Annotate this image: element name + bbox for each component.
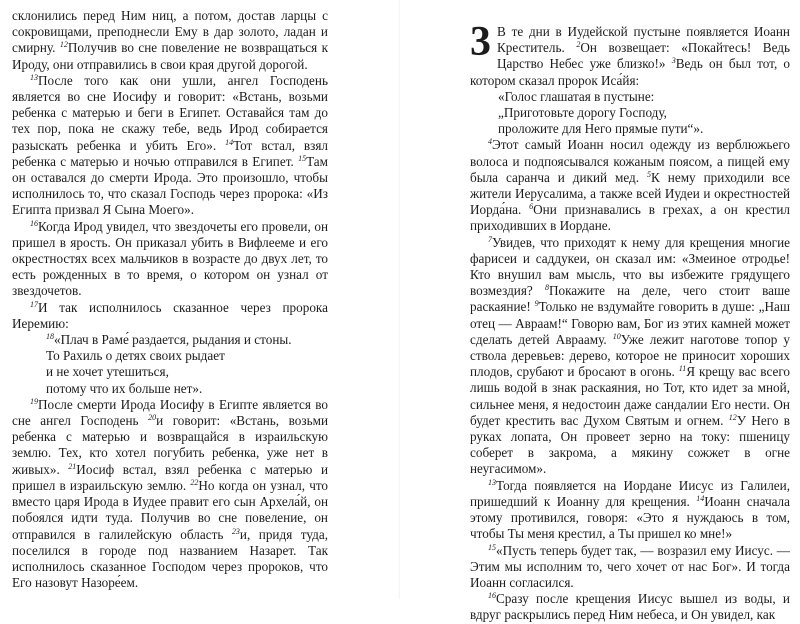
verse-number: 22 [190, 477, 199, 487]
verse-text: Этот самый Иоанн носил одежду из верблюжьего волоса и подпоясывался кожаным поясом, а пищей ему была саранча и дикий мед. [470, 137, 790, 185]
verse-text: и говорит: «Встань, возьми ребенка с матерью и возвращайся в израильскую землю. Тех, кто хотел погубить ребенка, уже нет в живых». [12, 413, 328, 477]
paragraph [470, 19, 791, 89]
verse-number: 11 [678, 364, 687, 374]
poetry-quote [46, 332, 328, 397]
verse-text: И так исполнилось сказанное через пророка Иеремию: [12, 299, 328, 331]
verse-number: 3 [671, 56, 676, 66]
verse-number: 5 [647, 169, 652, 179]
verse-text: Когда Ирод увидел, что звездочеты его провели, он пришел в ярость. Он приказал убить в Вифлееме и его окрестностях всех мальчиков в возрасте до двух лет, то есть рожденных в то время, о котором он узнал от звездочетов. [12, 218, 328, 299]
verse-text: Тот встал, взял ребенка с матерью и ночью отправился в Египет. [12, 137, 328, 169]
poetry-line: проложите для Него прямые пути“». [498, 121, 704, 137]
verse-text: Но когда он узнал, что вместо царя Ирода в Иудее правит его сын Архела́й, он побоялся идти туда. Получив во сне повеление, он отправился в галилейскую область [12, 477, 329, 542]
paragraph [470, 137, 790, 234]
poetry-text: «Плач в Раме́ раздается, рыдания и стоны. [54, 332, 292, 348]
verse-number: 16 [488, 591, 496, 601]
verse-text: Сразу после крещения Иисус вышел из воды, и вдруг раскрылись перед Ним небеса, и Он увидел, как [470, 591, 790, 623]
verse-number: 7 [488, 234, 492, 244]
left-page-text [12, 8, 328, 591]
verse-text: Они признавались в грехах, а он крестил приходивших в Иордане. [470, 202, 790, 234]
verse-text: и, придя туда, поселился в городе под названием Назарет. Так исполнилось сказанное Господом через пророков, что Его назовут Назоре́ем. [12, 526, 328, 591]
poetry-line: То Рахиль о детях своих рыдает [46, 348, 225, 364]
verse-number: 14 [225, 137, 234, 147]
verse-number: 20 [148, 413, 157, 423]
verse-number: 10 [612, 331, 621, 341]
verse-text: Он возвещает: «Покайтесь! Ведь Царство Небес уже близко!» [497, 40, 790, 72]
poetry-quote [498, 89, 790, 138]
left-page [0, 0, 400, 599]
paragraph [12, 300, 328, 332]
verse-text: Я крещу вас всего лишь водой в знак раскаяния, но Тот, кто идет за мной, сильнее меня, я недостоин даже сандалии Его нести. Он будет крестить вас Духом Святым и огнем. [470, 364, 790, 428]
verse-text: Тогда появляется на Иордане Иисус из Галилеи, пришедший к Иоанну для крещения. [470, 477, 790, 509]
verse-text: После того как они ушли, ангел Господень является во сне Иосифу и говорит: «Встань, возьми ребенка с матерью и беги в Египет. Оставайся там до тех пор, пока не скажу тебе, ведь Ирод собирается разыскать ребенка и убить Его». [12, 72, 328, 153]
verse-number: 4 [488, 137, 492, 147]
verse-number: 16 [30, 218, 38, 228]
verse-text: склонились перед Ним ниц, а потом, достав ларцы с сокровищами, преподнесли Ему в дар золото, ладан и смирну. [12, 8, 328, 56]
poetry-line [46, 332, 328, 348]
verse-number: 23 [231, 526, 240, 536]
chapter-number: 3 [470, 19, 491, 65]
verse-text: Уже лежит наготове топор у ствола деревьев: дерево, которое не приносит хороших плодов, срубают и бросают в огонь. [470, 331, 790, 380]
verse-number: 18 [46, 332, 54, 342]
paragraph [12, 397, 328, 591]
verse-number: 17 [30, 299, 38, 309]
verse-number: 19 [30, 396, 38, 406]
verse-text: После смерти Ирода Иосифу в Египте является во сне ангел Господень [12, 396, 328, 429]
paragraph [470, 543, 790, 592]
verse-number: 8 [544, 283, 549, 293]
verse-number: 12 [59, 40, 68, 50]
paragraph [470, 478, 790, 543]
verse-text: Только не вздумайте говорить в душе: „Наш отец — Авраам!“ Говорю вам, Бог из этих камней может сделать детей Аврааму. [470, 299, 790, 347]
poetry-line: „Приготовьте дорогу Господу, [498, 105, 667, 121]
poetry-line: потому что их больше нет». [46, 380, 203, 396]
verse-text: «Пусть теперь будет так, — возразил ему Иисус. — Этим мы исполним то, чего хочет от нас Бог». И тогда Иоанн согласился. [470, 542, 790, 590]
verse-text: У Него в руках лопата, Он провеет зерно на току: пшеницу соберет в закрома, а мякину сожжет в огне неугасимом». [470, 412, 790, 477]
paragraph [12, 73, 328, 219]
verse-text: Получив во сне повеление не возвращаться к Ироду, они отправились в свои края другой дорогой. [12, 40, 328, 72]
paragraph [12, 219, 328, 300]
verse-text: Иоанн сначала этому противился, говоря: «Это я нуждаюсь в том, чтобы Ты меня крестил, а Ты пришел ко мне!» [470, 493, 790, 542]
paragraph [12, 8, 328, 73]
paragraph [470, 235, 790, 478]
verse-number: 15 [298, 153, 307, 163]
verse-number: 13 [30, 72, 38, 82]
verse-number: 9 [534, 299, 539, 309]
poetry-line: «Голос глашатая в пустыне: [498, 88, 655, 104]
verse-number: 21 [68, 461, 77, 471]
verse-text: Иосиф встал, взял ребенка с матерью и пришел в израильскую землю. [12, 461, 329, 493]
right-page-text [470, 19, 791, 624]
verse-text: В те дни в Иудейской пустыне появляется Иоанн Креститель. [497, 24, 790, 56]
poetry-line: и не хочет утешиться, [46, 364, 169, 380]
verse-text: Покажите на деле, чего стоит ваше раскаяние! [470, 283, 790, 315]
verse-text: Увидев, что приходят к нему для крещения многие фарисеи и саддукеи, он сказал им: «Змеиное отродье! Кто внушил вам мысль, что вы избежите грядущего возмездия? [470, 234, 790, 299]
verse-number: 6 [529, 202, 534, 212]
verse-number: 2 [576, 40, 581, 50]
right-page [400, 0, 800, 623]
verse-number: 14 [696, 493, 705, 503]
verse-text: Там он оставался до смерти Ирода. Это произошло, чтобы исполнилось то, что сказал Господь через пророка: «Из Египта призвал Я Сына Моего». [12, 153, 328, 218]
verse-text: Ведь он был тот, о котором сказал пророк Иса́йя: [470, 56, 791, 88]
verse-number: 13 [488, 477, 496, 487]
verse-number: 12 [728, 412, 737, 422]
verse-text: К нему приходили все жители Иерусалима, а также всей Иудеи и окрестностей Иорда́на. [470, 169, 790, 218]
paragraph [470, 591, 790, 623]
verse-number: 15 [488, 542, 496, 552]
